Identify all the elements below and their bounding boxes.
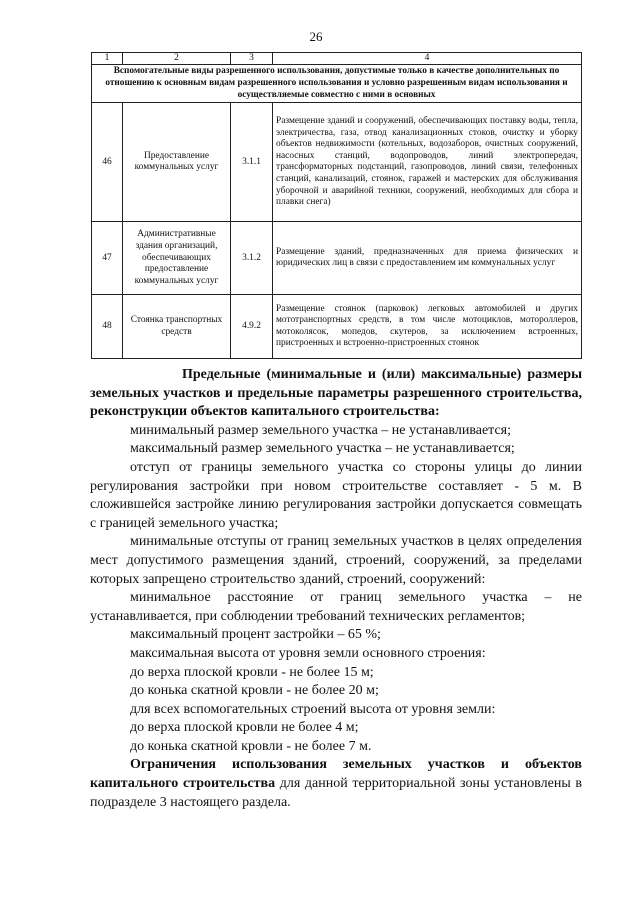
parameters-heading: Предельные (минимальные и (или) максимальные) размеры земельных участков и предельные параметры разрешенного строительства, реконструкции объектов капитального строительства: <box>90 367 582 420</box>
row-number: 46 <box>92 103 123 222</box>
use-name: Предоставление коммунальных услуг <box>123 103 231 222</box>
document-body <box>90 366 582 812</box>
use-description: Размещение зданий, предназначенных для приема физических и юридических лиц в связи с предоставлением им коммунальных услуг <box>273 222 582 295</box>
paragraph: максимальный процент застройки – 65 %; <box>130 627 381 643</box>
use-description: Размещение стоянок (парковок) легковых автомобилей и других мототранспортных средств, в том числе мотоциклов, мотороллеров, мотоколясок, мопедов, скутеров, за исключением встроенных, пристроенных и встроенно-пристроенных стоянок <box>273 295 582 359</box>
restrictions-text: для данной территориальной зоны установлены в подразделе 3 настоящего раздела. <box>90 776 582 810</box>
paragraph: до верха плоской кровли не более 4 м; <box>130 720 359 736</box>
table-header-row <box>92 53 582 65</box>
paragraph: максимальный размер земельного участка – не устанавливается; <box>130 441 515 457</box>
paragraph: до конька скатной кровли - не более 20 м; <box>130 683 379 699</box>
paragraph: минимальные отступы от границ земельных участков в целях определения мест допустимого размещения зданий, строений, сооружений, за пределами которых запрещено строительство зданий, строений, сооружений: <box>90 534 582 587</box>
paragraph: максимальная высота от уровня земли основного строения: <box>130 645 486 661</box>
section-title: Вспомогательные виды разрешенного использования, допустимые только в качестве дополнительных по отношению к основным видам разрешенного использования и условно разрешенным видам использования и осуществляемые совместно с ними в основных <box>92 65 582 103</box>
table-row <box>92 295 582 359</box>
paragraph: минимальное расстояние от границ земельного участка – не устанавливается, при соблюдении требований технических регламентов; <box>90 590 582 624</box>
use-name: Стоянка транспортных средств <box>123 295 231 359</box>
table-section-row <box>92 65 582 103</box>
page-number: 26 <box>309 29 323 44</box>
use-code: 3.1.2 <box>231 222 273 295</box>
row-number: 48 <box>92 295 123 359</box>
header-cell: 2 <box>123 53 231 65</box>
table-row <box>92 103 582 222</box>
use-code: 3.1.1 <box>231 103 273 222</box>
header-cell: 4 <box>273 53 582 65</box>
paragraph: отступ от границы земельного участка со стороны улицы до линии регулирования застройки при новом строительстве составляет - 5 м. В сложившейся застройке линию регулирования застройки допускается совмещать с границей земельного участка; <box>90 459 582 531</box>
paragraph: до верха плоской кровли - не более 15 м; <box>130 664 374 680</box>
use-name: Административные здания организаций, обеспечивающих предоставление коммунальных услуг <box>123 222 231 295</box>
land-use-table <box>91 52 582 359</box>
header-cell: 3 <box>231 53 273 65</box>
row-number: 47 <box>92 222 123 295</box>
restrictions-paragraph <box>90 756 582 812</box>
use-code: 4.9.2 <box>231 295 273 359</box>
use-description: Размещение зданий и сооружений, обеспечивающих поставку воды, тепла, электричества, газа, отвод канализационных стоков, очистку и уборку объектов недвижимости (котельных, водозаборов, очистных сооружений, насосных станций, водопроводов, линий электропередач, трансформаторных подстанций, газопроводов, линий связи, телефонных станций, канализаций, стоянок, гаражей и мастерских для обслуживания уборочной и аварийной техники, сооружений, необходимых для сбора и плавки снега) <box>273 103 582 222</box>
paragraph: для всех вспомогательных строений высота от уровня земли: <box>130 701 496 717</box>
paragraph: до конька скатной кровли - не более 7 м. <box>130 738 372 754</box>
restrictions-bold: Ограничения использования земельных участков и объектов капитального строительства <box>90 757 582 792</box>
header-cell: 1 <box>92 53 123 65</box>
table-row <box>92 222 582 295</box>
paragraph: минимальный размер земельного участка – не устанавливается; <box>130 422 512 438</box>
